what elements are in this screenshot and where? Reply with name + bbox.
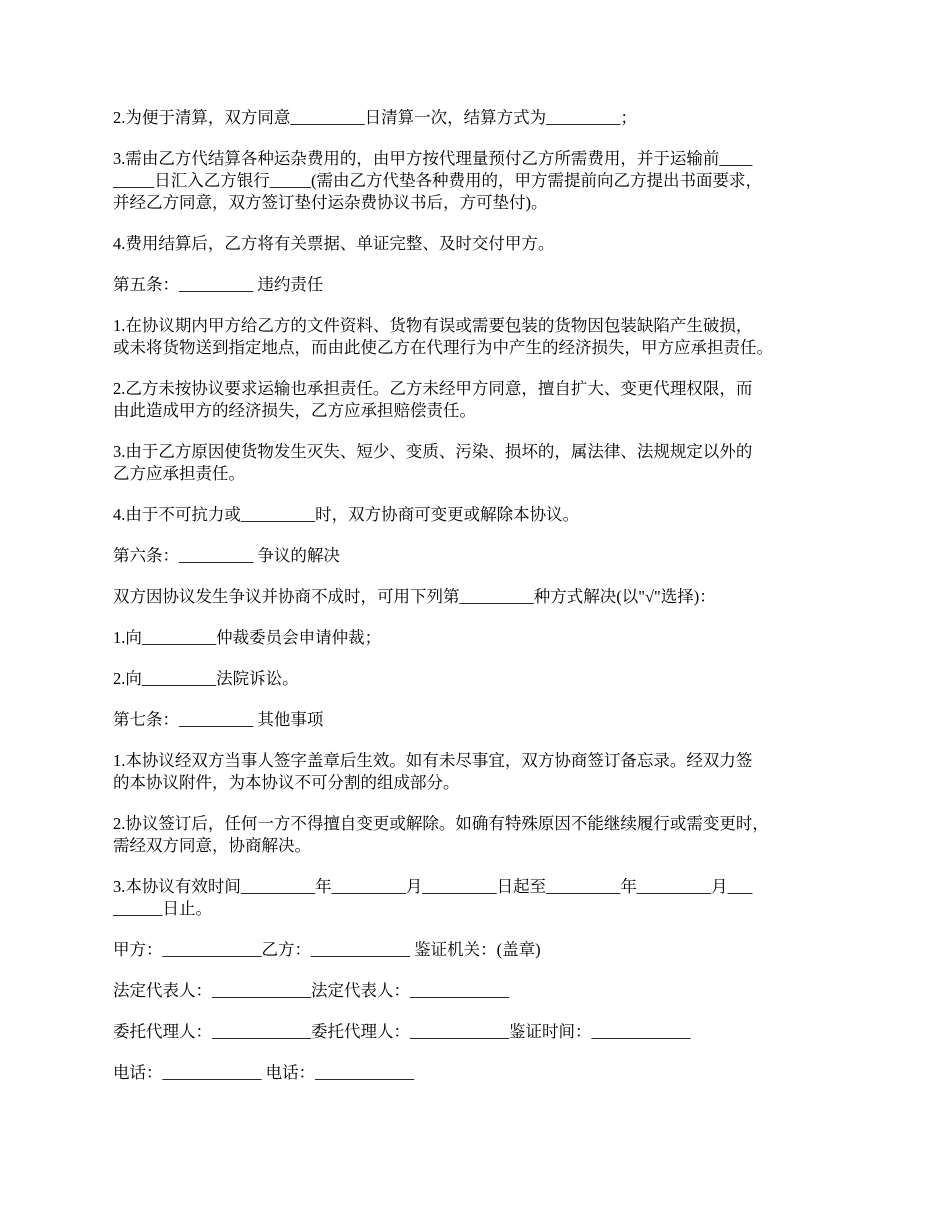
clause-settlement-period: 2.为便于清算，双方同意_________日清算一次，结算方式为_________； (113, 108, 637, 127)
section-heading-article-5: 第五条：_________ 违约责任 (113, 275, 324, 294)
clause-arbitration: 1.向_________仲裁委员会申请仲裁； (113, 628, 382, 647)
clause-advance-payment: 3.需由乙方代结算各种运杂费用的，由甲方按代理量预付乙方所需费用，并于运输前____ _____日汇入乙方银行_____(需由乙方代垫各种费用的，甲方需提前向乙方提出书面要求， 并经乙方同意，双方签订垫付运杂费协议书后，方可垫付)。 (113, 149, 762, 212)
signature-parties: 甲方：____________乙方：____________ 鉴证机关：(盖章) (113, 940, 541, 959)
clause-force-majeure: 4.由于不可抗力或_________时，双方协商可变更或解除本协议。 (113, 505, 580, 524)
clause-party-a-liability: 1.在协议期内甲方给乙方的文件资料、货物有误或需要包装的货物因包装缺陷产生破损， 或未将货物送到指定地点，而由此使乙方在代理行为中产生的经济损失，甲方应承担责任。 (113, 316, 773, 357)
clause-validity-period: 3.本协议有效时间_________年_________月_________日起至_________年_________月___ ______日止。 (113, 877, 753, 918)
signature-legal-representatives: 法定代表人：____________法定代表人：____________ (113, 981, 509, 1000)
section-heading-article-7: 第七条：_________ 其他事项 (113, 710, 324, 729)
signature-agents: 委托代理人：____________委托代理人：____________鉴证时间：____________ (113, 1022, 691, 1041)
clause-litigation: 2.向_________法院诉讼。 (113, 669, 299, 688)
signature-phones: 电话：____________ 电话：____________ (113, 1063, 415, 1082)
section-heading-article-6: 第六条：_________ 争议的解决 (113, 546, 340, 565)
document-page (113, 107, 843, 1103)
clause-party-b-liability: 2.乙方未按协议要求运输也承担责任。乙方未经甲方同意，擅自扩大、变更代理权限，而 由此造成甲方的经济损失，乙方应承担赔偿责任。 (113, 379, 753, 420)
clause-dispute-method: 双方因协议发生争议并协商不成时，可用下列第_________种方式解决(以"√"选择)： (113, 587, 716, 606)
clause-effectiveness: 1.本协议经双方当事人签字盖章后生效。如有未尽事宜，双方协商签订备忘录。经双力签 的本协议附件，为本协议不可分割的组成部分。 (113, 751, 753, 792)
clause-receipt-delivery: 4.费用结算后，乙方将有关票据、单证完整、及时交付甲方。 (113, 234, 555, 253)
clause-no-unilateral-change: 2.协议签订后，任何一方不得擅自变更或解除。如确有特殊原因不能继续履行或需变更时， 需经双方同意，协商解决。 (113, 814, 769, 855)
clause-cargo-loss: 3.由于乙方原因使货物发生灭失、短少、变质、污染、损坏的，属法律、法规规定以外的 乙方应承担责任。 (113, 442, 753, 483)
